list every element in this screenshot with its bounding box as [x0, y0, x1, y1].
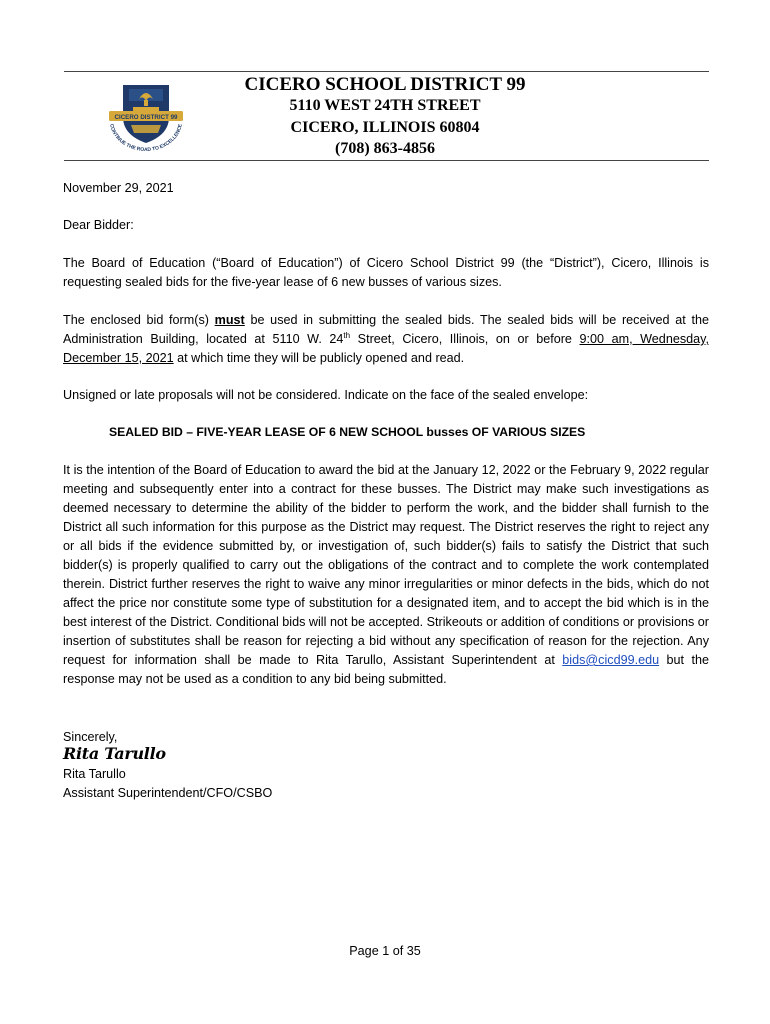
page-number: Page 1 of 35 [349, 944, 421, 958]
header-bottom-rule [64, 160, 709, 161]
district-logo [103, 77, 189, 155]
bid-location-text-cont: Street, Cicero, Illinois, on or before [350, 332, 580, 346]
email-link[interactable]: bids@cicd99.edu [562, 653, 660, 667]
bid-forms-text: The enclosed bid form(s) [63, 313, 215, 327]
paragraph-request: The Board of Education (“Board of Education”) of Cicero School District 99 (the “District”), Cicero, Illinois is requesting sealed bids for the five-year lease of 6 new busses of various sizes. [63, 256, 709, 289]
intention-text: It is the intention of the Board of Education to award the bid at the January 12, 2022 or the February 9, 2022 regular meeting and subsequently enter into a contract for these busses. The District may make such investigations as deemed necessary to determine the ability of the bidder to perform the work, and the bidder shall furnish to the District all such information for this purpose as the District may request. The District reserves the right to reject any or all bids if the evidence submitted by, or investigation of, such bidder(s) fails to satisfy the District that such bidder(s) is properly qualified to carry out the obligations of the contract and to complete the work contemplated therein. District further reserves the right to waive any minor irregularities or minor defects in the bids, which do not affect the price nor constitute some type of substitution for a designated item, and to accept the bid which is in the best interest of the District. Conditional bids will not be accepted. Strikeouts or addition of conditions or provisions or insertion of substitutes shall be reason for rejecting a bid without any specification of reason for the rejection. Any request for information shall be made to Rita Tarullo, Assistant Superintendent at [63, 463, 709, 667]
ordinal-suffix: th [343, 330, 351, 340]
letter-date: November 29, 2021 [63, 181, 174, 195]
logo-motto: CONTINUE THE ROAD TO EXCELLENCE [108, 123, 184, 154]
logo-banner-text: CICERO DISTRICT 99 [114, 113, 178, 121]
torch-handle-icon [144, 100, 148, 106]
intention-text-end: but the response may not be used as a condition to any bid being submitted. [63, 653, 710, 686]
sealed-bid-label: SEALED BID – FIVE-YEAR LEASE OF 6 NEW SCHOOL busses OF VARIOUS SIZES [109, 425, 586, 439]
signer-name: Rita Tarullo [63, 767, 126, 781]
salutation: Dear Bidder: [63, 218, 134, 232]
paragraph-unsigned: Unsigned or late proposals will not be considered. Indicate on the face of the sealed envelope: [63, 388, 589, 402]
closing: Sincerely, [63, 730, 118, 744]
city-state-zip: CICERO, ILLINOIS 60804 [290, 119, 480, 136]
paragraph-intention [63, 461, 709, 689]
signature: Rita Tarullo [63, 744, 166, 763]
phone-number: (708) 863-4856 [335, 140, 435, 157]
header-top-rule [64, 71, 709, 72]
bid-deadline: 9:00 am, Wednesday, December 15, 2021 [63, 332, 709, 365]
road-icon [131, 125, 161, 133]
street-address: 5110 WEST 24TH STREET [289, 97, 481, 114]
bid-location-text: be used in submitting the sealed bids. The sealed bids will be received at the Administration Building, located at 5110 W. 24 [63, 313, 709, 346]
district-name: CICERO SCHOOL DISTRICT 99 [244, 74, 526, 95]
bid-opening-text: at which time they will be publicly opened and read. [173, 351, 465, 365]
must-emphasis: must [214, 313, 245, 327]
signer-title: Assistant Superintendent/CFO/CSBO [63, 786, 273, 800]
paragraph-bid-forms [63, 311, 709, 368]
